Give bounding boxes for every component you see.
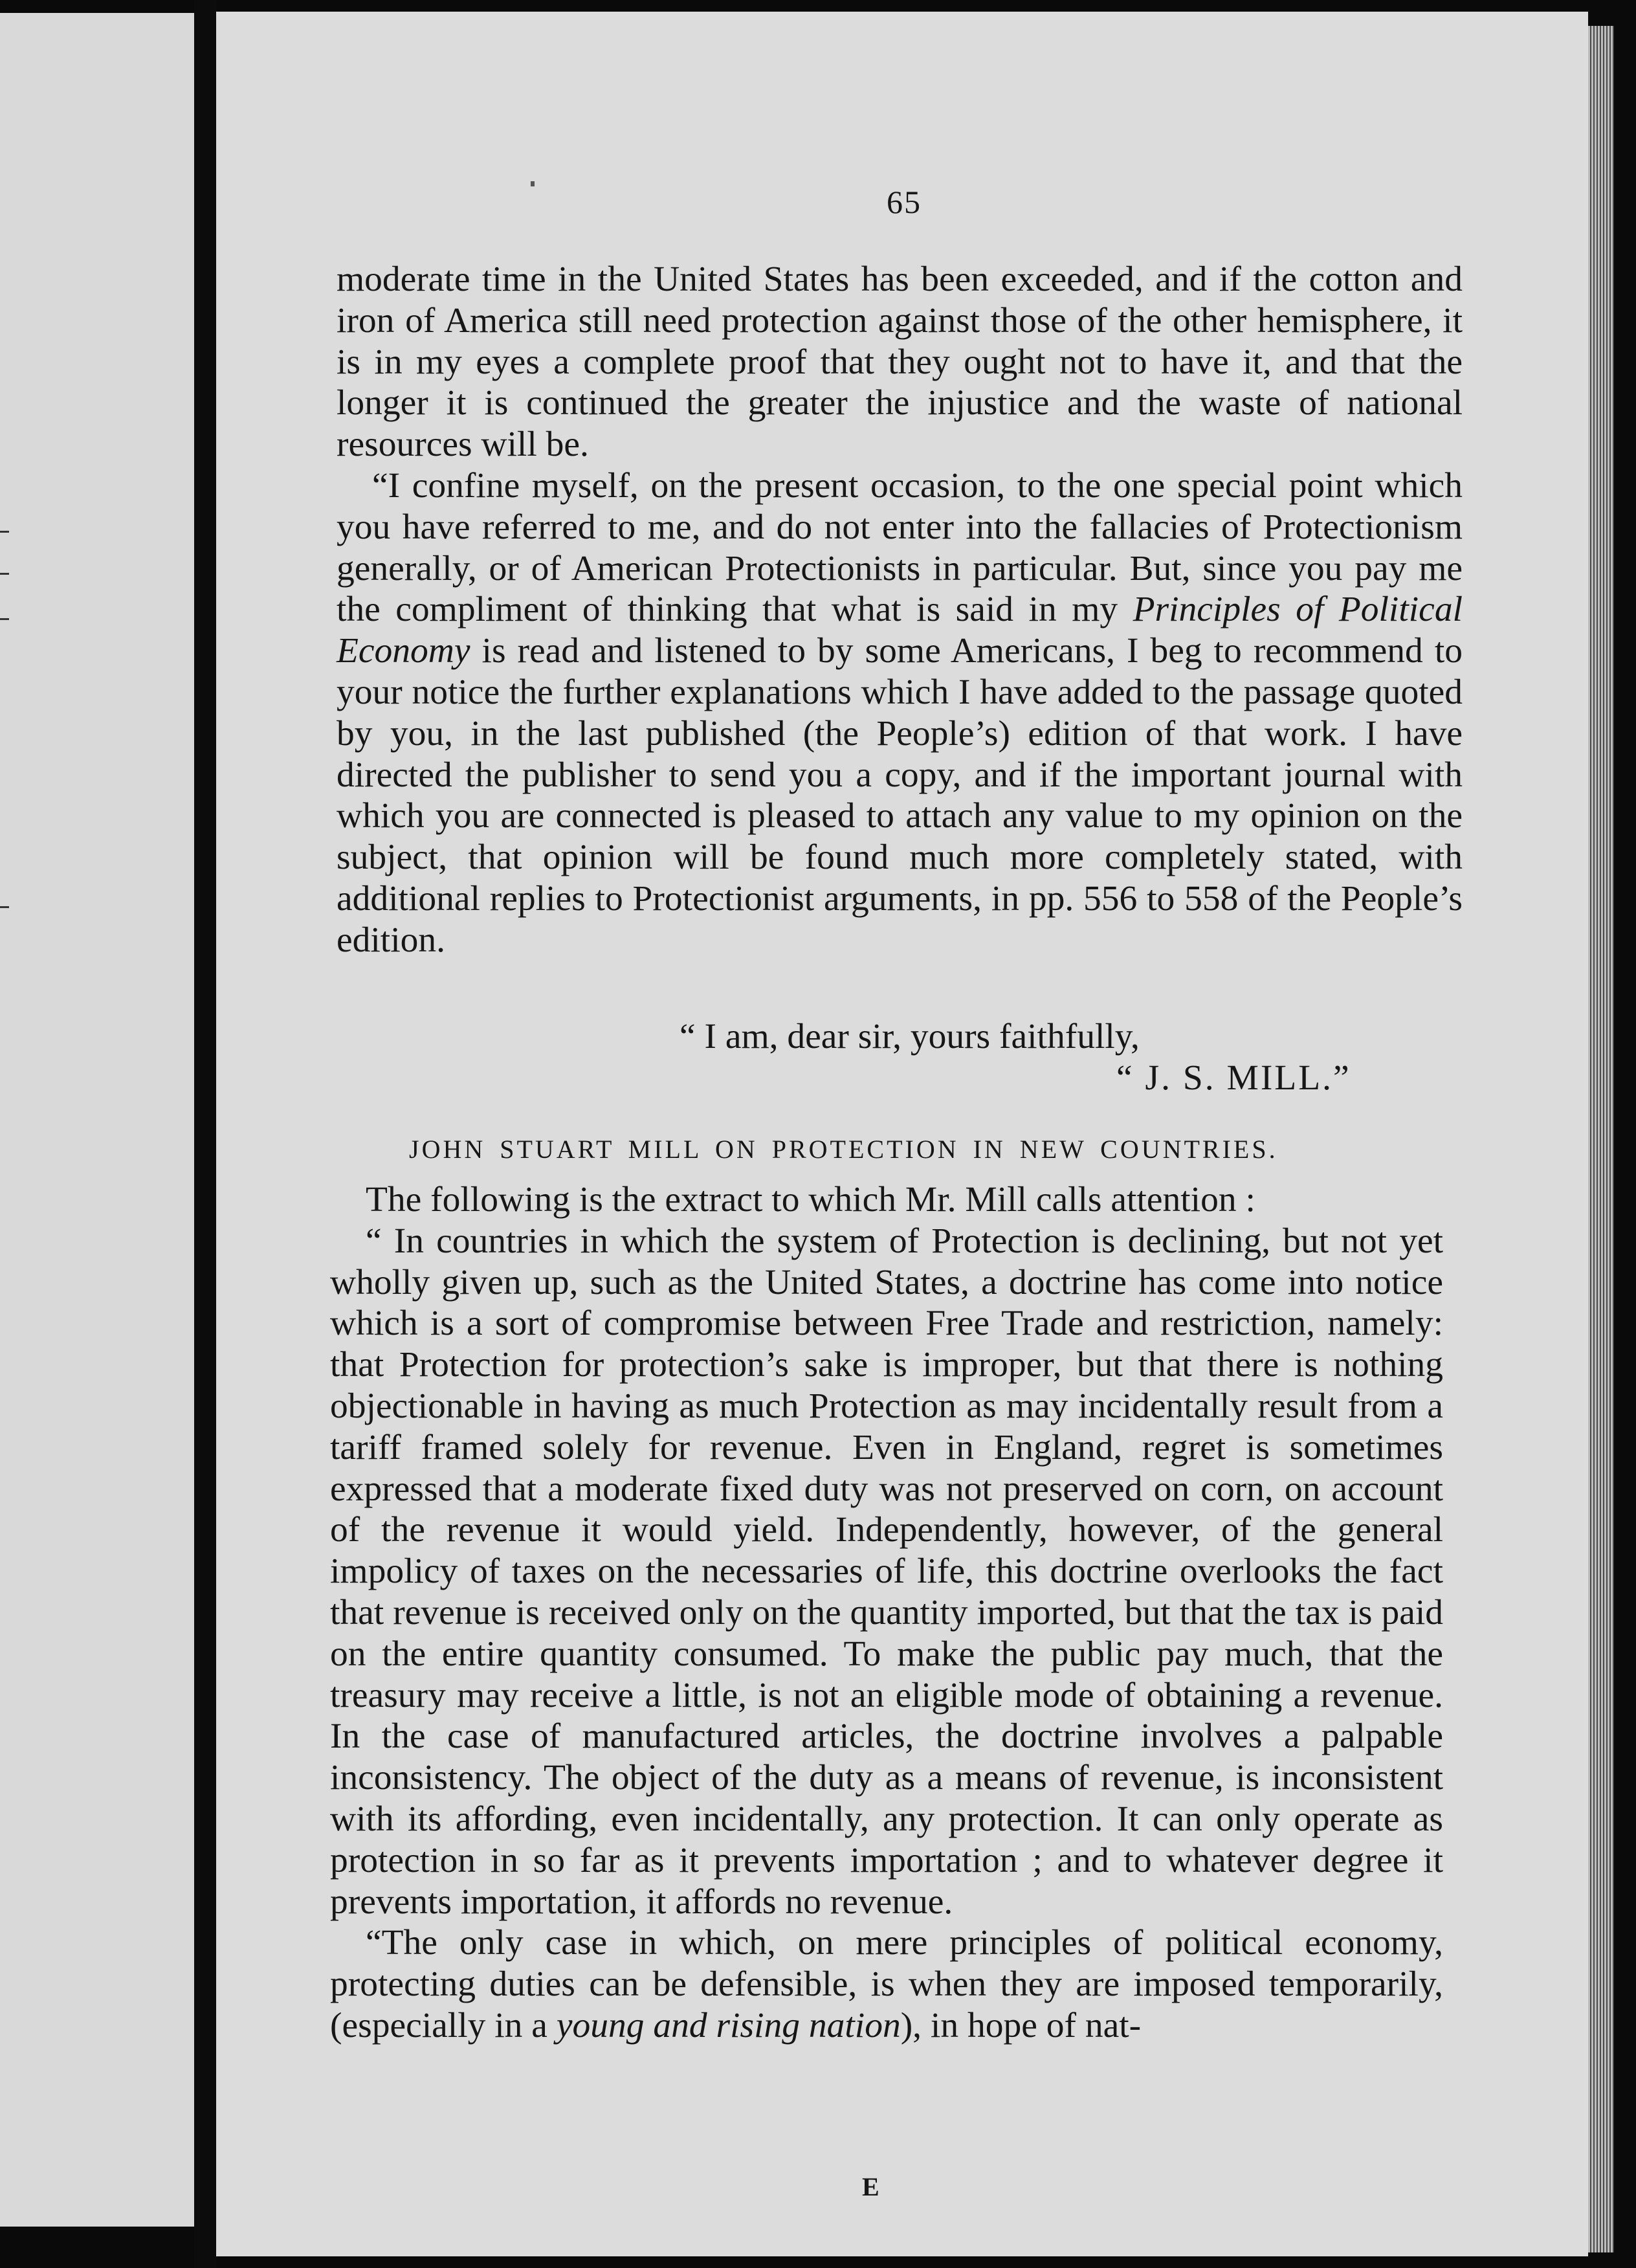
extract-intro: The following is the extract to which Mr. Mill calls attention : <box>366 1180 1255 1219</box>
extract-body <box>330 1179 1443 2047</box>
margin-tick <box>0 573 9 575</box>
margin-tick <box>0 618 9 620</box>
margin-tick <box>0 531 9 533</box>
letter-paragraph-text: is read and listened to by some Americans, I beg to recommend to your notice the further explanations which I have added to the passage quoted by you, in the last published (the People’s) edition of that work. I have directed the publisher to send you a copy, and if the important journal with which you are connected is pleased to attach any value to my opinion on the subject, that opinion will be found much more completely stated, with additional replies to Protectionist arguments, in pp. 556 to 558 of the People’s edition. <box>337 631 1463 960</box>
letter-body <box>337 259 1463 961</box>
extract-paragraph-text: “The only case in which, on mere principles of political economy, protecting duties can be defensible, is when they are imposed temporarily, (especially in a <box>330 1923 1443 2045</box>
letter-paragraph-text: “I confine myself, on the present occasion, to the one special point which you have referred to me, and do not enter into the fallacies of Protectionism generally, or of American Protectionists in particular. But, since you pay me the compliment of thinking that what is said in my <box>337 465 1463 630</box>
page-number: 65 <box>887 184 922 220</box>
book-spine <box>194 0 216 2268</box>
emphasis-text: young and rising nation <box>556 2005 901 2045</box>
letter-closing: “ I am, dear sir, yours faithfully, <box>680 1017 1140 1056</box>
extract-paragraph <box>330 1922 1443 2046</box>
extract-paragraph-text: ), in hope of nat- <box>900 2005 1142 2045</box>
letter-paragraph <box>337 465 1463 961</box>
page-stack-edge <box>1588 26 1614 2252</box>
letter-continuation-paragraph: moderate time in the United States has been exceeded, and if the cotton and iron of America still need protection against those of the other hemisphere, it is in my eyes a complete proof that they ought not to have it, and that the longer it is continued the greater the injustice and the waste of national resources will be. <box>337 260 1463 465</box>
book-title: Principles of Political Economy <box>337 590 1463 671</box>
letter-signature: “ J. S. MILL.” <box>1116 1058 1351 1098</box>
previous-page-edge <box>0 13 194 2227</box>
section-heading: JOHN STUART MILL ON PROTECTION IN NEW COUNTRIES. <box>409 1135 1278 1164</box>
signature-mark: E <box>862 2172 879 2201</box>
extract-paragraph: “ In countries in which the system of Protection is declining, but not yet wholly given up, such as the United States, a doctrine has come into notice which is a sort of compromise between Free Trade and restriction, namely: that Protection for protection’s sake is improper, but that there is nothing objectionable in having as much Protection as may incidentally result from a tariff framed solely for revenue. Even in England, regret is sometimes expressed that a moderate fixed duty was not preserved on corn, on account of the revenue it would yield. Independently, however, of the general impolicy of taxes on the necessaries of life, this doctrine overlooks the fact that revenue is received only on the quantity imported, but that the tax is paid on the entire quantity consumed. To make the public pay much, that the treasury may receive a little, is not an eligible mode of obtaining a revenue. In the case of manufactured articles, the doctrine involves a palpable inconsistency. The object of the duty as a means of revenue, is inconsistent with its affording, even incidentally, any protection. It can only operate as protection in so far as it prevents importation ; and to whatever degree it prevents importation, it affords no revenue. <box>330 1221 1443 1922</box>
margin-tick <box>0 906 9 908</box>
print-speck <box>531 181 535 186</box>
